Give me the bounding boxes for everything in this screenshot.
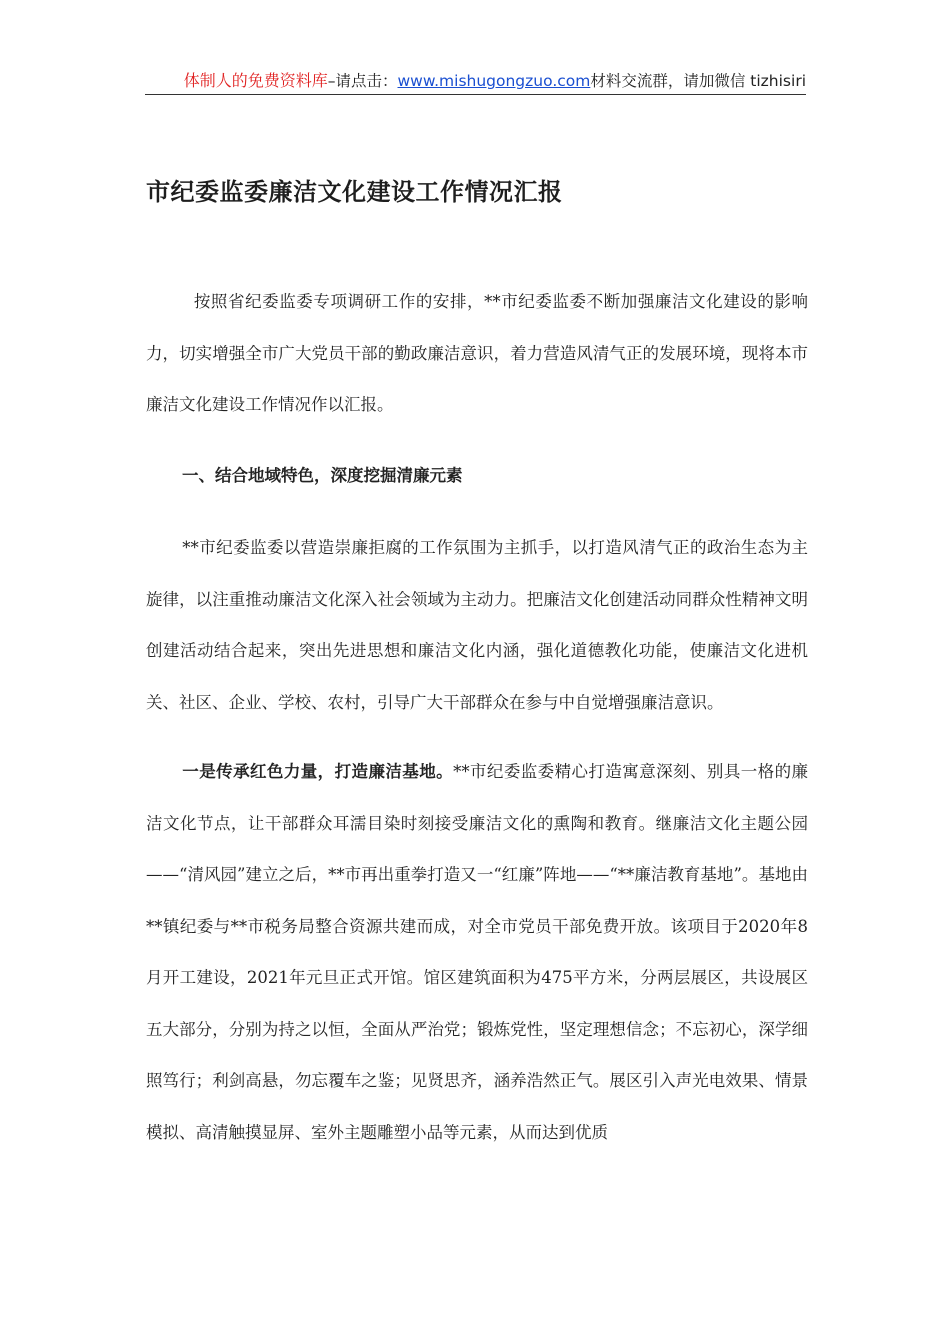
page-header (145, 68, 806, 95)
section-1-paragraph: **市纪委监委以营造崇廉拒腐的工作氛围为主抓手，以打造风清气正的政治生态为主旋律，以注重推动廉洁文化深入社会领域为主动力。把廉洁文化创建活动同群众性精神文明创建活动结合起来，突出先进思想和廉洁文化内涵，强化道德教化功能，使廉洁文化进机关、社区、企业、学校、农村，引导广大干部群众在参与中自觉增强廉洁意识。 (146, 538, 808, 712)
document-title: 市纪委监委廉洁文化建设工作情况汇报 (146, 177, 563, 206)
point-1-lead: 一是传承红色力量，打造廉洁基地。 (182, 762, 454, 781)
header-prompt: –请点击： (327, 72, 398, 90)
header-brand: 体制人的免费资料库 (183, 71, 328, 90)
point-1-paragraph (146, 746, 808, 1158)
intro-paragraph: 按照省纪委监委专项调研工作的安排，**市纪委监委不断加强廉洁文化建设的影响力，切实增强全市广大党员干部的勤政廉洁意识，着力营造风清气正的发展环境，现将本市廉洁文化建设工作情况作以汇报。 (146, 292, 808, 414)
section-heading-1: 一、结合地域特色，深度挖掘清廉元素 (182, 466, 463, 485)
point-1-body: **市纪委监委精心打造寓意深刻、别具一格的廉洁文化节点，让干部群众耳濡目染时刻接受廉洁文化的熏陶和教育。继廉洁文化主题公园——“清风园”建立之后，**市再出重拳打造又一“红廉”阵地——“**廉洁教育基地”。基地由**镇纪委与**市税务局整合资源共建而成，对全市党员干部免费开放。该项目于2020年8月开工建设，2021年元旦正式开馆。馆区建筑面积为475平方米，分两层展区，共设展区五大部分，分别为持之以恒，全面从严治党；锻炼党性，坚定理想信念；不忘初心，深学细照笃行；利剑高悬，勿忘覆车之鉴；见贤思齐，涵养浩然正气。展区引入声光电效果、情景模拟、高清触摸显屏、室外主题雕塑小品等元素，从而达到优质 (146, 762, 809, 1142)
header-website-link[interactable]: www.mishugongzuo.com (397, 72, 591, 90)
header-suffix: 材料交流群，请加微信 tizhisiri (590, 72, 806, 90)
